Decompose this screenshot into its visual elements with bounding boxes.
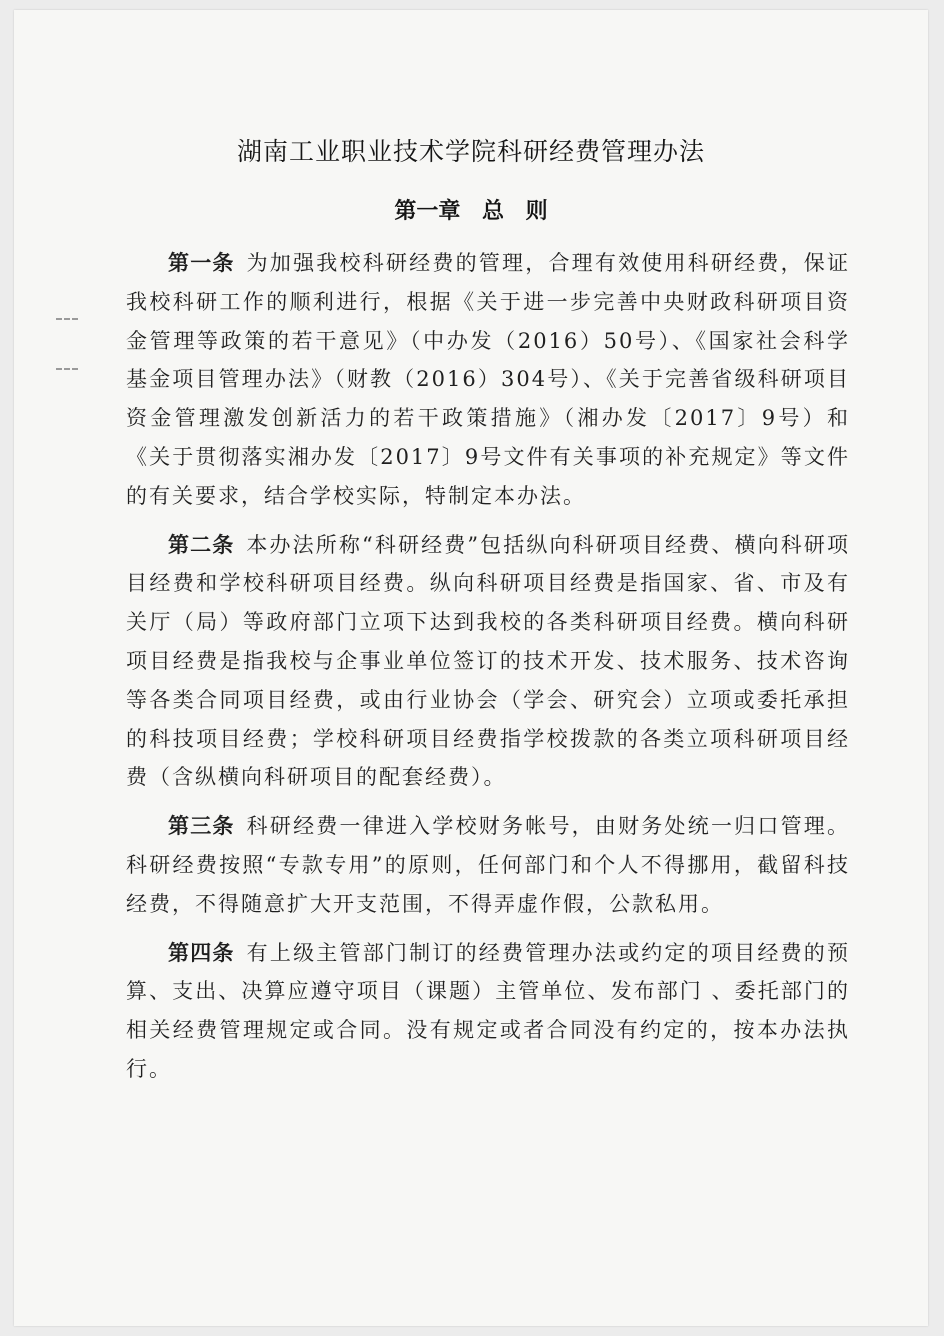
chapter-heading: 第一章 总 则 xyxy=(394,199,548,224)
article-text: 本办法所称“科研经费”包括纵向科研项目经费、横向科研项目经费和学校科研项目经费。纵向科研项目经费是指国家、省、市及有关厅（局）等政府部门立项下达到我校的各类科研项目经费。横向科研项目经费是指我校与企事业单位签订的技术开发、技术服务、技术咨询等各类合同项目经费，或由行业协会（学会、研究会）立项或委托承担的科技项目经费；学校科研项目经费指学校拨款的各类立项科研项目经费（含纵横向科研项目的配套经费）。 xyxy=(126,532,850,790)
article-text: 科研经费一律进入学校财务帐号，由财务处统一归口管理。科研经费按照“专款专用”的原则，任何部门和个人不得挪用，截留科技经费，不得随意扩大开支范围，不得弄虚作假，公款私用。 xyxy=(126,814,851,916)
margin-mark xyxy=(56,318,78,320)
article-number: 第一条 xyxy=(168,251,235,275)
margin-mark xyxy=(56,368,78,370)
article-number: 第三条 xyxy=(168,814,235,839)
document-title: 湖南工业职业技术学院科研经费管理办法 xyxy=(236,137,705,166)
article-text: 有上级主管部门制订的经费管理办法或约定的项目经费的预算、支出、决算应遵守项目（课题）主管单位、发布部门 、委托部门的相关经费管理规定或合同。没有规定或者合同没有约定的，按本办法执行。 xyxy=(126,940,851,1081)
article-number: 第二条 xyxy=(168,532,235,557)
article-text: 为加强我校科研经费的管理，合理有效使用科研经费，保证我校科研工作的顺利进行，根据《关于进一步完善中央财政科研项目资金管理等政策的若干意见》（中办发（2016）50号）、《国家社会科学基金项目管理办法》（财教（2016）304号）、《关于完善省级科研项目资金管理激发创新活力的若干政策措施》（湘办发〔2017〕9号）和《关于贯彻落实湘办发〔2017〕9号文件有关事项的补充规定》等文件的有关要求，结合学校实际，特制定本办法。 xyxy=(126,251,851,508)
article-4 xyxy=(126,934,850,1089)
document-page xyxy=(14,10,928,1326)
article-2 xyxy=(126,526,850,798)
article-1 xyxy=(126,244,850,516)
article-number: 第四条 xyxy=(168,940,235,965)
document-body xyxy=(126,244,850,1099)
article-3 xyxy=(126,807,850,923)
